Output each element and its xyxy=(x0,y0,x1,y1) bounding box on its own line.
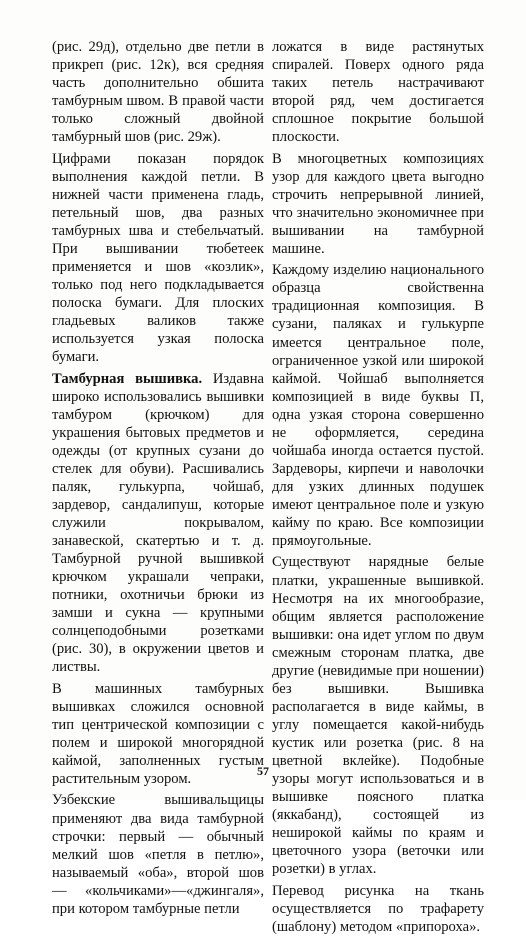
page-number: 57 xyxy=(257,764,269,778)
paragraph xyxy=(52,791,264,917)
section-heading: Тамбурная вышивка. xyxy=(52,370,203,387)
paragraph xyxy=(52,38,264,146)
paragraph-text: В машинных тамбурных вышивках сложился основной тип центрической композиции с полем и широкой многорядной каймой, заполненных густым растительным узором. xyxy=(52,680,264,788)
paragraph-text: Цифрами показан порядок выполнения каждой петли. В нижней части применена гладь, петельный шов, два разных тамбурных шва и стебельчатый. При вышивании тюбетеек применяется и шов «козлик», только под него подкладывается полоска бумаги. Для плоских гладьевых валиков также используется узкая полоска бумаги. xyxy=(52,150,264,366)
paragraph-text: (рис. 29д), отдельно две петли в прикреп (рис. 12к), вся средняя часть дополнительно обшита тамбурным швом. В правой части только сложный двойной тамбурный шов (рис. 29ж). xyxy=(52,39,264,146)
paragraph-text: Издавна широко использовались вышивки тамбуром (крючком) для украшения бытовых предметов и одежды (от крупных сузани до стелек для обуви). Расшивались паляк, гулькурпа, чойшаб, зардевор, сандалипуш, которые служили покрывалом, занавеской, скатертью и т. д. Тамбурной ручной вышивкой крючком украшали чепраки, потники, охотничьи брюки из замши и сукна — крупными солнцеподобными розетками (рис. 30), в окружении цветов и листвы. xyxy=(52,370,264,676)
paragraph xyxy=(272,882,484,936)
paragraph xyxy=(272,150,484,258)
paragraph-text: ложатся в виде растянутых спиралей. Поверх одного ряда таких петель настрачивают второй ряд, чем достигается сплошное покрытие большой плоскости. xyxy=(272,39,484,146)
left-text-column xyxy=(52,38,264,921)
paragraph-text: Перевод рисунка на ткань осуществляется по трафарету (шаблону) методом «припороха». xyxy=(272,882,484,935)
paragraph xyxy=(52,370,264,677)
paragraph xyxy=(272,38,484,146)
paragraph-text: Каждому изделию национального образца свойственна традиционная композиция. В сузани, паляках и гулькурпе имеется центральное поле, ограниченное узкой или широкой каймой. Чойшаб выполняется композицией в виде буквы П, одна узкая сторона совершенно не оформляется, середина чойшаба иногда остается пустой. Зардеворы, кирпечи и наволочки для узких длинных подушек имеют центральное поле и узкую кайму по краю. Все композиции прямоугольные. xyxy=(272,262,484,550)
paragraph xyxy=(52,150,264,367)
paragraph-text: Существуют нарядные белые платки, украшенные вышивкой. Несмотря на их многообразие, общим является расположение вышивки: она идет углом по двум смежным сторонам платка, две другие (невидимые при ношении) без вышивки. Вышивка располагается в виде каймы, в углу помещается какой-нибудь кустик или розетка (рис. 8 на цветной вклейке). Подобные узоры могут использоваться и в вышивке поясного платка (яккабанд), состоящей из неширокой каймы по краям и цветочного узора (веточки или розетки) в углах. xyxy=(272,554,484,878)
paragraph-text: Узбекские вышивальщицы применяют два вида тамбурной строчки: первый — обычный мелкий шов «петля в петлю», называемый «оба», второй шов — «кольчиками»—«джингаля», при котором тамбурные петли xyxy=(52,792,264,917)
right-text-column xyxy=(272,38,484,939)
paragraph xyxy=(272,261,484,550)
paragraph-text: В многоцветных композициях узор для каждого цвета выгодно строчить непрерывной линией, что значительно экономичнее при вышивании на тамбурной машине. xyxy=(272,150,484,257)
paragraph xyxy=(272,553,484,878)
